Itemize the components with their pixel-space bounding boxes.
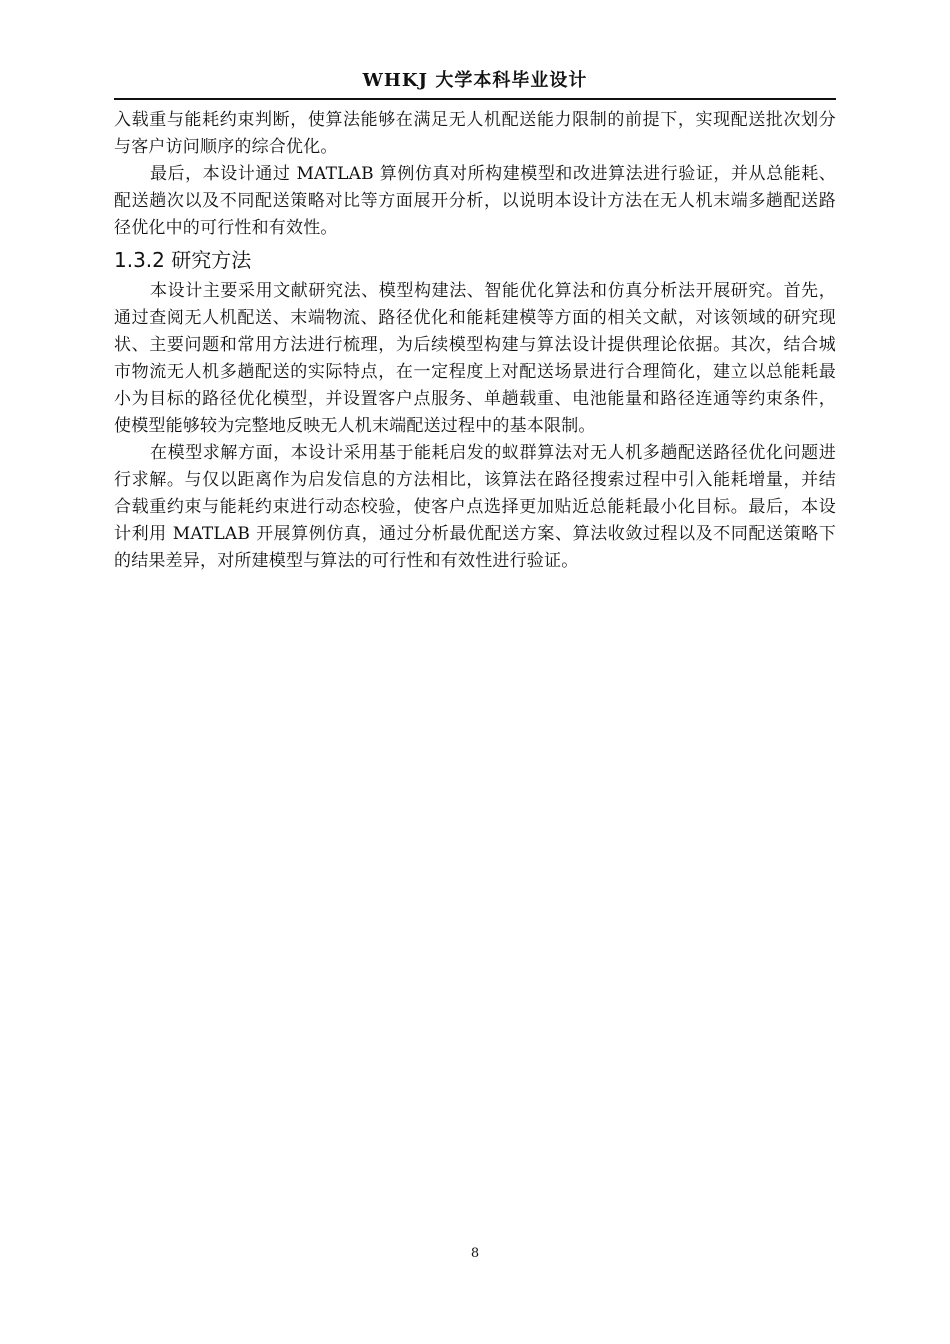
paragraph-final-summary: 最后，本设计通过 MATLAB 算例仿真对所构建模型和改进算法进行验证，并从总能耗、配送趟次以及不同配送策略对比等方面展开分析，以说明本设计方法在无人机末端多趟配送路径优化中的可行性和有效性。 xyxy=(114,164,836,238)
paragraph-continuation: 入载重与能耗约束判断，使算法能够在满足无人机配送能力限制的前提下，实现配送批次划分与客户访问顺序的综合优化。 xyxy=(114,110,836,157)
header-rule xyxy=(114,98,836,100)
section-heading: 1.3.2 研究方法 xyxy=(114,248,252,272)
body-text xyxy=(114,107,836,575)
page-number: 8 xyxy=(470,1246,480,1261)
paragraph-methods-1: 本设计主要采用文献研究法、模型构建法、智能优化算法和仿真分析法开展研究。首先，通过查阅无人机配送、末端物流、路径优化和能耗建模等方面的相关文献，对该领域的研究现状、主要问题和常用方法进行梳理，为后续模型构建与算法设计提供理论依据。其次，结合城市物流无人机多趟配送的实际特点，在一定程度上对配送场景进行合理简化，建立以总能耗最小为目标的路径优化模型，并设置客户点服务、单趟载重、电池能量和路径连通等约束条件，使模型能够较为完整地反映无人机末端配送过程中的基本限制。 xyxy=(114,281,836,436)
page-header-title: WHKJ 大学本科毕业设计 xyxy=(362,70,588,91)
paragraph-methods-2: 在模型求解方面，本设计采用基于能耗启发的蚁群算法对无人机多趟配送路径优化问题进行求解。与仅以距离作为启发信息的方法相比，该算法在路径搜索过程中引入能耗增量，并结合载重约束与能耗约束进行动态校验，使客户点选择更加贴近总能耗最小化目标。最后，本设计利用 MATLAB 开展算例仿真，通过分析最优配送方案、算法收敛过程以及不同配送策略下的结果差异，对所建模型与算法的可行性和有效性进行验证。 xyxy=(114,443,836,571)
